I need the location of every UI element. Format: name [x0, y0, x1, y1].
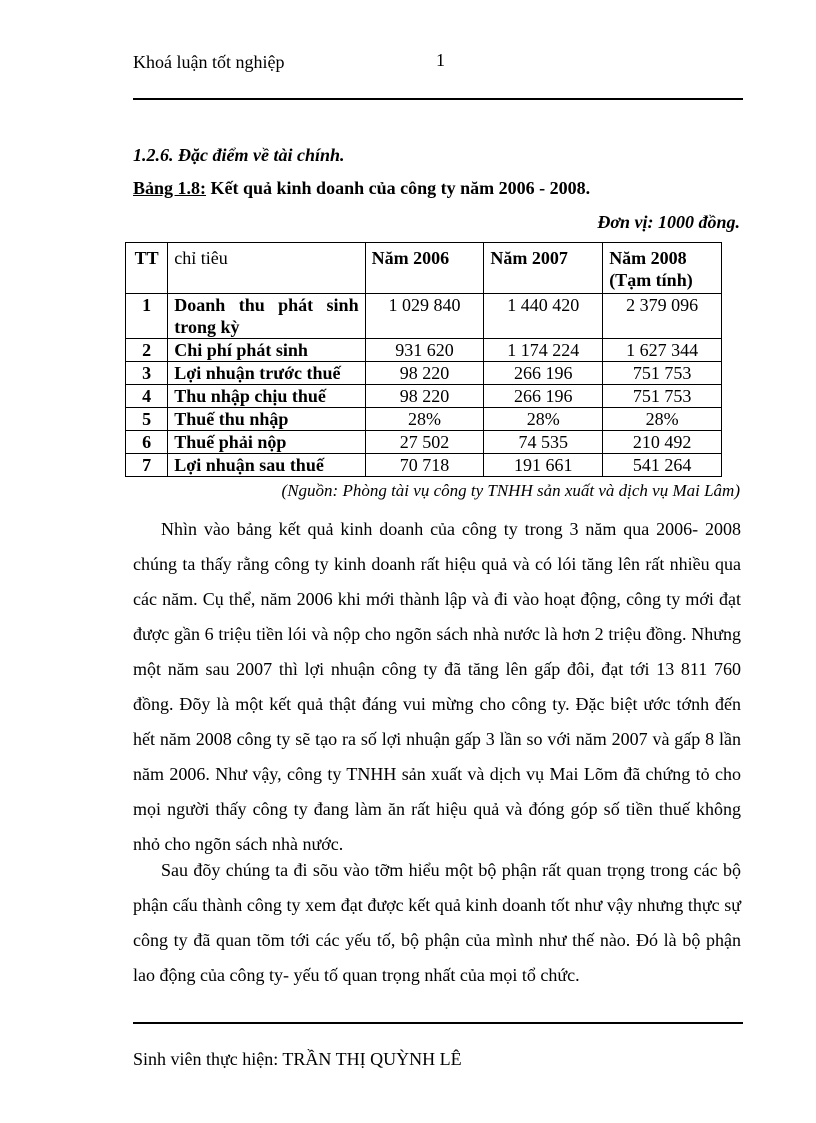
column-header-tt: TT — [126, 243, 168, 294]
table-row — [126, 408, 722, 431]
value-2007: 266 196 — [484, 362, 603, 385]
table-row — [126, 385, 722, 408]
table-row — [126, 454, 722, 477]
row-label: Chi phí phát sinh — [168, 339, 365, 362]
value-2007: 28% — [484, 408, 603, 431]
value-2008: 1 627 344 — [603, 339, 722, 362]
page-number: 1 — [436, 50, 445, 70]
table-title-text: Kết quả kinh doanh của công ty năm 2006 - 2008. — [206, 178, 591, 198]
value-2006: 931 620 — [365, 339, 484, 362]
row-number: 6 — [126, 431, 168, 454]
value-2006: 98 220 — [365, 385, 484, 408]
row-label: Lợi nhuận trước thuế — [168, 362, 365, 385]
row-label: Thuế phải nộp — [168, 431, 365, 454]
row-number: 5 — [126, 408, 168, 431]
header-title: Khoá luận tốt nghiệp — [133, 52, 285, 72]
column-header-chi-tieu: chỉ tiêu — [168, 243, 365, 294]
value-2008: 210 492 — [603, 431, 722, 454]
value-2008: 28% — [603, 408, 722, 431]
value-2008: 751 753 — [603, 362, 722, 385]
row-label: Thu nhập chịu thuế — [168, 385, 365, 408]
value-2007: 266 196 — [484, 385, 603, 408]
table-row — [126, 362, 722, 385]
column-header-2006: Năm 2006 — [365, 243, 484, 294]
business-results-table — [125, 242, 722, 477]
column-header-2007: Năm 2007 — [484, 243, 603, 294]
body-paragraph: Sau đõy chúng ta đi sõu vào tỡm hiểu một bộ phận rất quan trọng trong các bộ phận cấu thành công ty xem đạt được kết quả kinh doanh tốt như vậy nhưng thực sự công ty đã quan tõm tới các yếu tố, bộ phận của mình như thế nào. Đó là bộ phận lao động của công ty- yếu tố quan trọng nhất của mọi tổ chức. — [133, 860, 741, 985]
footer-divider — [133, 1022, 743, 1024]
column-header-2008-note: (Tạm tính) — [609, 270, 693, 290]
row-number: 4 — [126, 385, 168, 408]
table-title — [133, 178, 590, 199]
section-heading: 1.2.6. Đặc điểm về tài chính. — [133, 145, 345, 165]
row-number: 7 — [126, 454, 168, 477]
table-row — [126, 339, 722, 362]
value-2006: 70 718 — [365, 454, 484, 477]
value-2006: 1 029 840 — [365, 294, 484, 339]
body-paragraph: Nhìn vào bảng kết quả kinh doanh của công ty trong 3 năm qua 2006- 2008 chúng ta thấy rằng công ty kinh doanh rất hiệu quả và có lói tăng lên rất nhiều qua các năm. Cụ thể, năm 2006 khi mới thành lập và đi vào hoạt động, công ty mới đạt được gần 6 triệu tiền lói và nộp cho ngõn sách nhà nước là hơn 2 triệu đồng. Nhưng một năm sau 2007 thì lợi nhuận công ty đã tăng lên gấp đôi, đạt tới 13 811 760 đồng. Đõy là một kết quả thật đáng vui mừng cho công ty. Đặc biệt ước tớnh đến hết năm 2008 công ty sẽ tạo ra số lợi nhuận gấp 3 lần so với năm 2007 và gấp 8 lần năm 2006. Như vậy, công ty TNHH sản xuất và dịch vụ Mai Lõm đã chứng tỏ cho mọi người thấy công ty đang làm ăn rất hiệu quả và đóng góp số tiền thuế không nhỏ cho ngõn sách nhà nước. — [133, 519, 741, 854]
value-2006: 98 220 — [365, 362, 484, 385]
table-header-row — [126, 243, 722, 294]
value-2006: 27 502 — [365, 431, 484, 454]
value-2007: 1 440 420 — [484, 294, 603, 339]
value-2007: 191 661 — [484, 454, 603, 477]
column-header-2008-year: Năm 2008 — [609, 248, 687, 268]
table-title-label: Bảng 1.8: — [133, 178, 207, 198]
row-number: 3 — [126, 362, 168, 385]
header-divider — [133, 98, 743, 100]
page-footer: Sinh viên thực hiện: TRẦN THỊ QUỲNH LÊ — [133, 1049, 462, 1069]
table-source-note: (Nguồn: Phòng tài vụ công ty TNHH sản xuất và dịch vụ Mai Lâm) — [281, 481, 740, 500]
row-label: Lợi nhuận sau thuế — [168, 454, 365, 477]
unit-label: Đơn vị: 1000 đồng. — [597, 212, 740, 232]
value-2007: 1 174 224 — [484, 339, 603, 362]
row-label: Doanh thu phát sinh trong kỳ — [168, 294, 365, 339]
page-header — [133, 52, 743, 76]
value-2008: 2 379 096 — [603, 294, 722, 339]
table-row — [126, 431, 722, 454]
row-number: 2 — [126, 339, 168, 362]
value-2007: 74 535 — [484, 431, 603, 454]
value-2006: 28% — [365, 408, 484, 431]
column-header-2008 — [603, 243, 722, 294]
table-row — [126, 294, 722, 339]
value-2008: 541 264 — [603, 454, 722, 477]
value-2008: 751 753 — [603, 385, 722, 408]
row-number: 1 — [126, 294, 168, 339]
row-label: Thuế thu nhập — [168, 408, 365, 431]
